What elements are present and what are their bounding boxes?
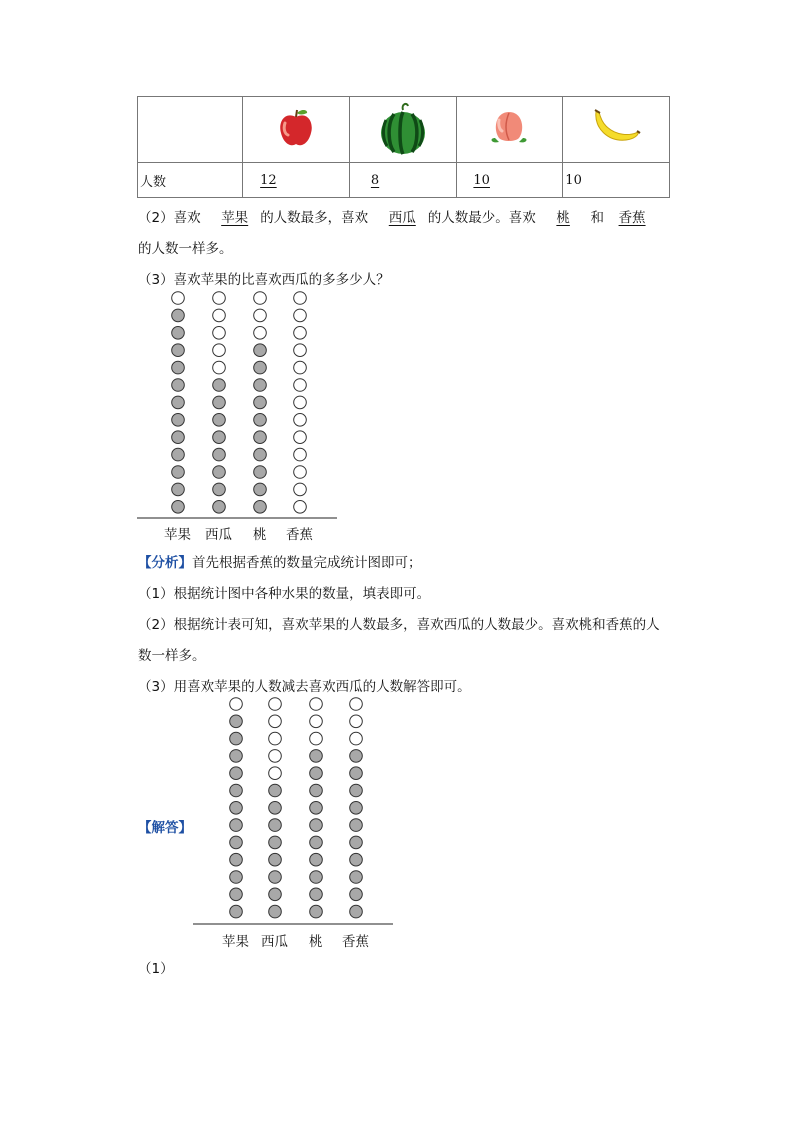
q2-blank-most: 苹果 <box>221 210 249 226</box>
filled-circle <box>230 750 243 763</box>
count-apple: 12 <box>243 163 350 198</box>
table-row-label: 人数 <box>138 163 243 198</box>
filled-circle <box>213 483 226 496</box>
x-tick-label: 桃 <box>309 934 323 950</box>
filled-circle <box>310 784 323 797</box>
filled-circle <box>254 396 267 409</box>
empty-circle <box>294 309 307 322</box>
empty-circle <box>213 327 226 340</box>
empty-circle <box>230 698 243 711</box>
q3-question: （3）喜欢苹果的比喜欢西瓜的多多少人？ <box>138 272 390 288</box>
empty-circle <box>294 466 307 479</box>
filled-circle <box>269 819 282 832</box>
filled-circle <box>269 784 282 797</box>
empty-circle <box>213 292 226 305</box>
x-tick-label: 香蕉 <box>286 527 313 543</box>
pictograph-chart-question <box>130 288 345 520</box>
filled-circle <box>172 309 185 322</box>
filled-circle <box>350 871 363 884</box>
filled-circle <box>172 414 185 427</box>
peach-icon <box>487 108 531 148</box>
filled-circle <box>213 379 226 392</box>
filled-circle <box>269 853 282 866</box>
empty-circle <box>269 732 282 745</box>
empty-circle <box>294 483 307 496</box>
peach-cell <box>456 97 563 163</box>
filled-circle <box>230 836 243 849</box>
empty-circle <box>269 767 282 780</box>
filled-circle <box>310 767 323 780</box>
analysis-tag: 【分析】 <box>138 555 192 571</box>
filled-circle <box>254 361 267 374</box>
empty-circle <box>350 698 363 711</box>
filled-circle <box>230 871 243 884</box>
filled-circle <box>269 905 282 918</box>
empty-circle <box>254 292 267 305</box>
filled-circle <box>350 853 363 866</box>
filled-circle <box>172 466 185 479</box>
filled-circle <box>350 888 363 901</box>
q2-blank-banana: 香蕉 <box>618 210 646 226</box>
filled-circle <box>310 853 323 866</box>
filled-circle <box>254 448 267 461</box>
filled-circle <box>213 396 226 409</box>
x-tick-label: 西瓜 <box>261 934 288 950</box>
empty-circle <box>310 698 323 711</box>
empty-circle <box>213 309 226 322</box>
filled-circle <box>310 888 323 901</box>
filled-circle <box>350 750 363 763</box>
filled-circle <box>172 448 185 461</box>
count-watermelon: 8 <box>350 163 457 198</box>
filled-circle <box>350 784 363 797</box>
empty-circle <box>294 379 307 392</box>
filled-circle <box>172 361 185 374</box>
filled-circle <box>213 466 226 479</box>
empty-circle <box>350 732 363 745</box>
filled-circle <box>350 767 363 780</box>
banana-icon <box>590 108 642 148</box>
filled-circle <box>310 836 323 849</box>
filled-circle <box>230 715 243 728</box>
empty-circle <box>269 698 282 711</box>
empty-circle <box>294 414 307 427</box>
q2-line1: （2）喜欢 苹果 的人数最多，喜欢 西瓜 的人数最少。喜欢 桃 和 香蕉 <box>138 206 652 226</box>
filled-circle <box>230 732 243 745</box>
apple-icon <box>276 107 316 149</box>
filled-circle <box>230 784 243 797</box>
x-tick-label: 桃 <box>253 527 267 543</box>
filled-circle <box>269 871 282 884</box>
count-banana: 10 <box>563 163 670 198</box>
filled-circle <box>254 414 267 427</box>
filled-circle <box>350 836 363 849</box>
banana-cell <box>563 97 670 163</box>
analysis-step2a: （2）根据统计表可知，喜欢苹果的人数最多，喜欢西瓜的人数最少。喜欢桃和香蕉的人 <box>138 617 660 633</box>
filled-circle <box>172 501 185 514</box>
filled-circle <box>230 888 243 901</box>
solution-tag: 【解答】 <box>138 820 192 836</box>
filled-circle <box>350 819 363 832</box>
filled-circle <box>310 802 323 815</box>
empty-circle <box>294 396 307 409</box>
filled-circle <box>213 431 226 444</box>
filled-circle <box>213 501 226 514</box>
filled-circle <box>254 344 267 357</box>
filled-circle <box>269 888 282 901</box>
empty-circle <box>310 732 323 745</box>
empty-circle <box>350 715 363 728</box>
filled-circle <box>172 431 185 444</box>
filled-circle <box>213 414 226 427</box>
fruit-count-table <box>137 96 670 198</box>
table-corner-cell <box>138 97 243 163</box>
filled-circle <box>230 905 243 918</box>
analysis-step2b: 数一样多。 <box>138 648 206 664</box>
q2-line2: 的人数一样多。 <box>138 241 233 257</box>
filled-circle <box>350 802 363 815</box>
empty-circle <box>269 715 282 728</box>
empty-circle <box>294 448 307 461</box>
filled-circle <box>310 905 323 918</box>
filled-circle <box>172 327 185 340</box>
count-peach: 10 <box>456 163 563 198</box>
filled-circle <box>172 379 185 392</box>
x-tick-label: 苹果 <box>222 934 249 950</box>
analysis-step1: （1）根据统计图中各种水果的数量，填表即可。 <box>138 586 431 602</box>
empty-circle <box>294 327 307 340</box>
filled-circle <box>350 905 363 918</box>
empty-circle <box>172 292 185 305</box>
empty-circle <box>254 327 267 340</box>
empty-circle <box>294 292 307 305</box>
x-tick-label: 西瓜 <box>205 527 232 543</box>
empty-circle <box>294 431 307 444</box>
filled-circle <box>254 379 267 392</box>
empty-circle <box>294 344 307 357</box>
analysis-step3: （3）用喜欢苹果的人数减去喜欢西瓜的人数解答即可。 <box>138 679 471 695</box>
filled-circle <box>254 501 267 514</box>
x-tick-label: 苹果 <box>164 527 191 543</box>
filled-circle <box>254 466 267 479</box>
q2-blank-peach: 桃 <box>556 210 570 226</box>
filled-circle <box>172 344 185 357</box>
q2-blank-least: 西瓜 <box>388 210 416 226</box>
watermelon-cell <box>350 97 457 163</box>
analysis-line: 【分析】首先根据香蕉的数量完成统计图即可； <box>138 555 422 571</box>
empty-circle <box>213 361 226 374</box>
filled-circle <box>254 431 267 444</box>
filled-circle <box>269 836 282 849</box>
filled-circle <box>254 483 267 496</box>
filled-circle <box>172 483 185 496</box>
empty-circle <box>269 750 282 763</box>
filled-circle <box>230 819 243 832</box>
solution-step1: （1） <box>138 961 174 977</box>
pictograph-chart-answer <box>187 694 399 926</box>
filled-circle <box>310 819 323 832</box>
filled-circle <box>310 750 323 763</box>
filled-circle <box>230 802 243 815</box>
filled-circle <box>230 767 243 780</box>
filled-circle <box>172 396 185 409</box>
empty-circle <box>294 501 307 514</box>
filled-circle <box>269 802 282 815</box>
x-tick-label: 香蕉 <box>342 934 369 950</box>
empty-circle <box>310 715 323 728</box>
apple-cell <box>243 97 350 163</box>
empty-circle <box>294 361 307 374</box>
empty-circle <box>254 309 267 322</box>
filled-circle <box>310 871 323 884</box>
filled-circle <box>213 448 226 461</box>
filled-circle <box>230 853 243 866</box>
watermelon-icon <box>377 100 429 156</box>
empty-circle <box>213 344 226 357</box>
